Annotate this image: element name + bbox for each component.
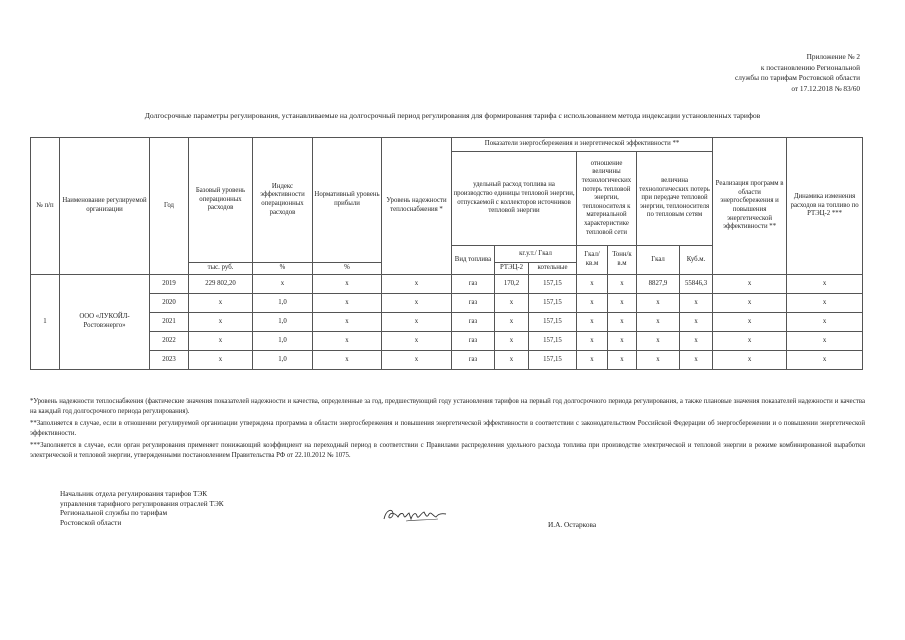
cell-gcal-m: х (577, 351, 608, 370)
cell-ton-m: х (608, 294, 637, 313)
header-profit: Нормативный уровень прибыли (313, 138, 382, 263)
appendix-header (735, 52, 860, 94)
org-name: ООО «ЛУКОЙЛ-Ростовэнерго» (60, 275, 150, 370)
cell-index: х (253, 275, 313, 294)
table-row (31, 351, 863, 370)
cell-ton-m: х (608, 313, 637, 332)
cell-program: х (713, 294, 787, 313)
footnote-coefficient: ***Заполняется в случае, если орган регулирования применяет понижающий коэффициент на переходный период в соответствии с Правилами распределения удельного расхода топлива при производстве электрической и тепловой энергии в режиме комбинированной выработки электрической и тепловой энергии, утвержденными постановлением Правительства РФ от 22.10.2012 № 1075. (30, 442, 865, 459)
cell-profit: х (313, 313, 382, 332)
header-losses: величина технологических потерь при передаче тепловой энергии, теплоносителя по тепловым сетям (637, 152, 713, 246)
cell-base: 229 802,20 (189, 275, 253, 294)
cell-program: х (713, 332, 787, 351)
cell-reliability: х (382, 275, 452, 294)
cell-year: 2022 (150, 332, 189, 351)
header-index: Индекс эффективности операционных расходов (253, 138, 313, 263)
cell-gcal-m: х (577, 332, 608, 351)
cell-reliability: х (382, 332, 452, 351)
appendix-line: от 17.12.2018 № 83/60 (791, 83, 860, 93)
cell-profit: х (313, 294, 382, 313)
header-reliability: Уровень надежности теплоснабжения * (382, 138, 452, 275)
unit-rtec: РТЭЦ-2 (495, 263, 529, 275)
header-energy-group: Показатели энергосбережения и энергетической эффективности ** (452, 138, 713, 152)
cell-dynamics: х (787, 351, 863, 370)
cell-gcal-m: х (577, 313, 608, 332)
cell-base: х (189, 332, 253, 351)
unit-boilers: котельные (529, 263, 577, 275)
cell-fuel: газ (452, 294, 495, 313)
unit-ton-m: Тонн/к в.м (608, 246, 637, 275)
footnote-reliability: *Уровень надежности теплоснабжения (фактические значения показателей надежности и качества, определенные за год, предшествующий году установления тарифов на первый год долгосрочного периода регулирования, а также плановые значения показателей надежности и качества на каждый год долгосрочного периода регулирования). (30, 398, 865, 415)
table-row (31, 275, 863, 294)
unit-profit: % (313, 263, 382, 275)
cell-rtec: х (495, 351, 529, 370)
parameters-table (30, 137, 863, 370)
cell-base: х (189, 351, 253, 370)
cell-year: 2020 (150, 294, 189, 313)
cell-boilers: 157,15 (529, 332, 577, 351)
footnotes (30, 397, 865, 464)
cell-dynamics: х (787, 313, 863, 332)
header-dynamics: Динамика изменения расходов на топливо по РТЭЦ-2 *** (787, 138, 863, 275)
cell-index: 1,0 (253, 294, 313, 313)
cell-ton-m: х (608, 351, 637, 370)
unit-base: тыс. руб. (189, 263, 253, 275)
header-loss-ratio: отношение величины технологических потерь тепловой энергии, теплоносителя к материальной характеристике тепловой сети (577, 152, 637, 246)
cell-fuel: газ (452, 332, 495, 351)
cell-gcal: х (637, 294, 680, 313)
header-fuel-rate: удельный расход топлива на производство единицы тепловой энергии, отпускаемой с коллекторов источников тепловой энергии (452, 152, 577, 246)
header-year: Год (150, 138, 189, 275)
cell-boilers: 157,15 (529, 275, 577, 294)
cell-index: 1,0 (253, 332, 313, 351)
unit-fuel-type: Вид топлива (452, 246, 495, 275)
header-program: Реализация программ в области энергосбережения и повышения энергетической эффективности ** (713, 138, 787, 275)
table-row (31, 313, 863, 332)
cell-rtec: 170,2 (495, 275, 529, 294)
cell-m3: х (680, 313, 713, 332)
header-org: Наименование регулируемой организации (60, 138, 150, 275)
appendix-line: Приложение № 2 (806, 52, 860, 61)
cell-gcal: х (637, 313, 680, 332)
cell-ton-m: х (608, 332, 637, 351)
cell-base: х (189, 294, 253, 313)
cell-rtec: х (495, 332, 529, 351)
cell-gcal: 8827,9 (637, 275, 680, 294)
appendix-line: службы по тарифам Ростовской области (735, 73, 860, 83)
cell-year: 2021 (150, 313, 189, 332)
signatory-line: управления тарифного регулирования отраслей ТЭК (60, 498, 224, 508)
cell-fuel: газ (452, 351, 495, 370)
cell-m3: х (680, 294, 713, 313)
unit-fuel: кг.у.т./ Гкал (495, 246, 577, 263)
cell-ton-m: х (608, 275, 637, 294)
cell-m3: 55846,3 (680, 275, 713, 294)
cell-fuel: газ (452, 275, 495, 294)
unit-m3: Куб.м. (680, 246, 713, 275)
cell-gcal-m: х (577, 275, 608, 294)
cell-profit: х (313, 275, 382, 294)
cell-index: 1,0 (253, 351, 313, 370)
appendix-line: к постановлению Региональной (760, 62, 860, 72)
cell-rtec: х (495, 294, 529, 313)
table-row (31, 332, 863, 351)
cell-boilers: 157,15 (529, 313, 577, 332)
document-title: Долгосрочные параметры регулирования, устанавливаемые на долгосрочный период регулирования для формирования тарифа с использованием метода индексации установленных тарифов (144, 111, 761, 120)
unit-gcal: Гкал (637, 246, 680, 275)
cell-m3: х (680, 351, 713, 370)
unit-index: % (253, 263, 313, 275)
cell-dynamics: х (787, 294, 863, 313)
signatory-line: Региональной службы по тарифам (60, 508, 168, 518)
cell-year: 2023 (150, 351, 189, 370)
handwritten-signature (380, 502, 452, 528)
cell-boilers: 157,15 (529, 351, 577, 370)
cell-profit: х (313, 351, 382, 370)
cell-rtec: х (495, 313, 529, 332)
cell-program: х (713, 351, 787, 370)
signatory-line: Ростовской области (60, 517, 122, 527)
table-row (31, 294, 863, 313)
cell-dynamics: х (787, 275, 863, 294)
cell-m3: х (680, 332, 713, 351)
cell-reliability: х (382, 313, 452, 332)
signatory-position (60, 489, 224, 527)
cell-index: 1,0 (253, 313, 313, 332)
unit-gcal-m: Гкал/ кв.м (577, 246, 608, 275)
cell-program: х (713, 313, 787, 332)
cell-profit: х (313, 332, 382, 351)
cell-dynamics: х (787, 332, 863, 351)
cell-year: 2019 (150, 275, 189, 294)
header-base: Базовый уровень операционных расходов (189, 138, 253, 263)
cell-reliability: х (382, 294, 452, 313)
cell-fuel: газ (452, 313, 495, 332)
header-num: № п/п (31, 138, 60, 275)
signatory-name: И.А. Остаркова (548, 520, 597, 529)
cell-gcal-m: х (577, 294, 608, 313)
cell-gcal: х (637, 332, 680, 351)
org-num: 1 (31, 275, 60, 370)
cell-gcal: х (637, 351, 680, 370)
cell-base: х (189, 313, 253, 332)
footnote-program: **Заполняется в случае, если в отношении регулируемой организации утверждена программа в области энергосбережения и повышения энергетической эффективности в соответствии с законодательством Российской Федерации об энергосбережении и о повышении энергетической эффективности. (30, 420, 865, 437)
cell-boilers: 157,15 (529, 294, 577, 313)
cell-reliability: х (382, 351, 452, 370)
signatory-line: Начальник отдела регулирования тарифов ТЭК (60, 489, 208, 498)
cell-program: х (713, 275, 787, 294)
